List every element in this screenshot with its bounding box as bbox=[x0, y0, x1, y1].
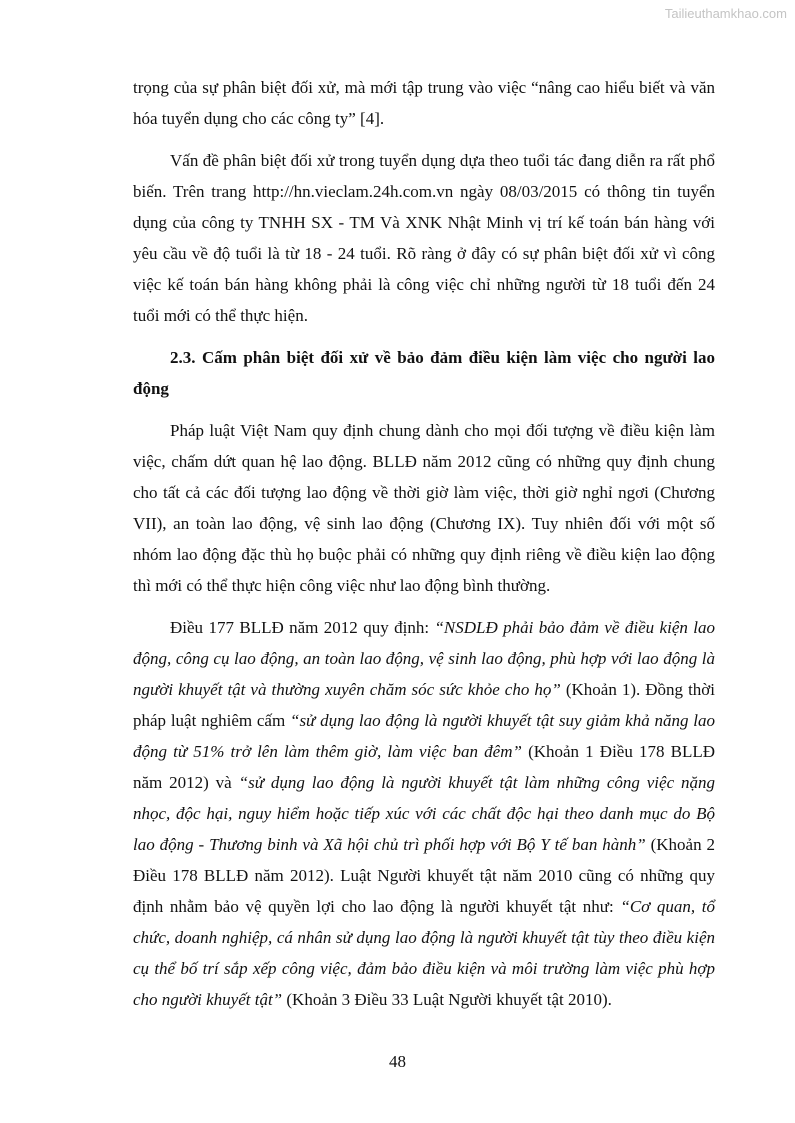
p4-text-2: (Khoản 1). Đồng thời pháp luật nghiêm cấm bbox=[133, 680, 716, 730]
document-page bbox=[133, 72, 715, 1026]
p4-quote-2: “sử dụng lao động là người khuyết tật suy giảm khả năng lao động từ 51% trở lên làm thêm giờ, làm việc ban đêm” bbox=[133, 711, 715, 761]
watermark: Tailieuthamkhao.com bbox=[664, 6, 787, 21]
p4-text-3: (Khoản 1 Điều 178 BLLĐ năm 2012) và bbox=[133, 742, 715, 792]
p4-quote-4: “Cơ quan, tổ chức, doanh nghiệp, cá nhân sử dụng lao động là người khuyết tật tùy theo điều kiện cụ thể bố trí sắp xếp công việc, đảm bảo điều kiện và môi trường làm việc phù hợp cho người khuyết tật” bbox=[133, 897, 715, 1009]
p4-quote-3: “sử dụng lao động là người khuyết tật làm những công việc nặng nhọc, độc hại, nguy hiểm hoặc tiếp xúc với các chất độc hại theo danh mục do Bộ lao động - Thương binh và Xã hội chủ trì phối hợp với Bộ Y tế ban hành” bbox=[133, 773, 716, 854]
p4-text-1: Điều 177 BLLĐ năm 2012 quy định: bbox=[170, 618, 435, 637]
paragraph-2: Vấn đề phân biệt đối xử trong tuyển dụng dựa theo tuổi tác đang diễn ra rất phổ biến. Trên trang http://hn.vieclam.24h.com.vn ngày 08/03/2015 có thông tin tuyển dụng của công ty TNHH SX - TM Và XNK Nhật Minh vị trí kế toán bán hàng với yêu cầu về độ tuổi là từ 18 - 24 tuổi. Rõ ràng ở đây có sự phân biệt đối xử vì công việc kế toán bán hàng không phải là công việc chỉ những người từ 18 tuổi đến 24 tuổi mới có thể thực hiện. bbox=[133, 151, 715, 325]
section-heading: 2.3. Cấm phân biệt đối xử về bảo đảm điều kiện làm việc cho người lao động bbox=[133, 348, 715, 398]
p4-text-5: (Khoản 3 Điều 33 Luật Người khuyết tật 2010). bbox=[282, 990, 612, 1009]
paragraph-3: Pháp luật Việt Nam quy định chung dành cho mọi đối tượng về điều kiện làm việc, chấm dứt quan hệ lao động. BLLĐ năm 2012 cũng có những quy định chung cho tất cả các đối tượng lao động về thời giờ làm việc, thời giờ nghỉ ngơi (Chương VII), an toàn lao động, vệ sinh lao động (Chương IX). Tuy nhiên đối với một số nhóm lao động đặc thù họ buộc phải có những quy định riêng về điều kiện lao động thì mới có thể thực hiện công việc như lao động bình thường. bbox=[133, 421, 715, 595]
p4-quote-1: “NSDLĐ phải bảo đảm về điều kiện lao động, công cụ lao động, an toàn lao động, vệ sinh lao động, phù hợp với lao động là người khuyết tật và thường xuyên chăm sóc sức khỏe cho họ” bbox=[133, 618, 715, 699]
page-number: 48 bbox=[389, 1052, 406, 1071]
p4-text-4: (Khoản 2 Điều 178 BLLĐ năm 2012). Luật Người khuyết tật năm 2010 cũng có những quy định nhằm bảo vệ quyền lợi cho lao động là người khuyết tật như: bbox=[133, 835, 715, 916]
paragraph-1: trọng của sự phân biệt đối xử, mà mới tập trung vào việc “nâng cao hiểu biết và văn hóa tuyển dụng cho các công ty” [4]. bbox=[133, 78, 715, 128]
paragraph-4 bbox=[133, 612, 715, 1015]
